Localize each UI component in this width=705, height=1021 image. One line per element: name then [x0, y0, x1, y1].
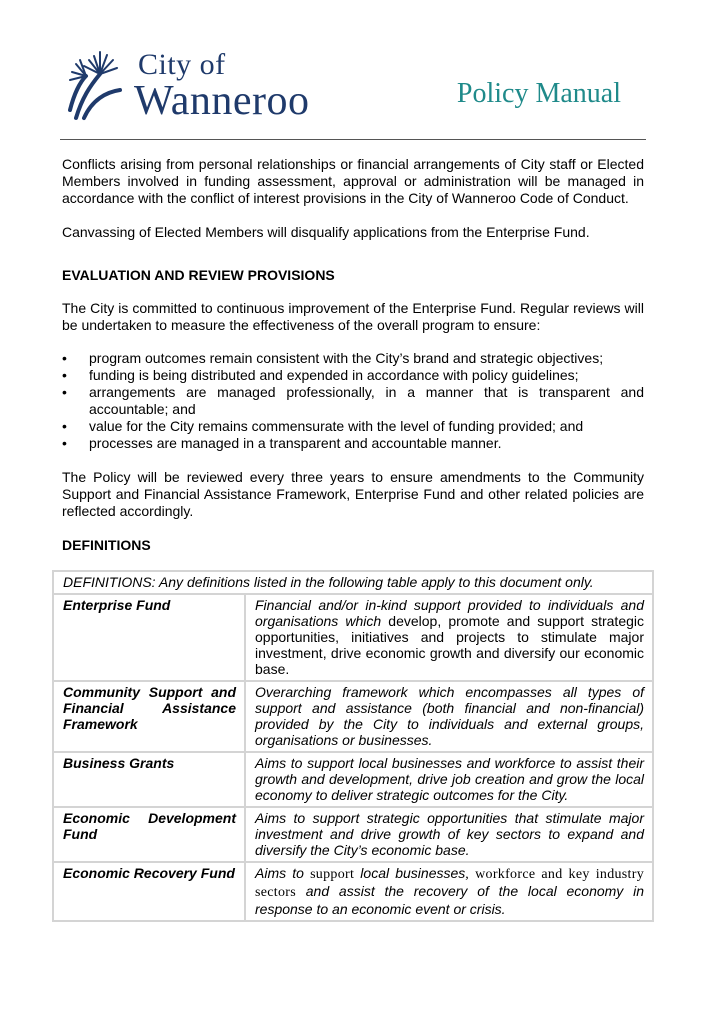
definition-term: Economic Development Fund — [53, 807, 245, 862]
definition-term: Enterprise Fund — [53, 594, 245, 681]
table-row — [53, 752, 653, 807]
definition-description: Overarching framework which encompasses all types of support and assistance (both financial and non-financial) provided by the City to individuals and external groups, organisations or businesses. — [245, 681, 653, 752]
definition-text: develop, promote and support strategic opportunities, initiatives and projects to stimulate major investment, drive economic growth and diversify our economic base. — [255, 613, 644, 677]
list-item: • funding is being distributed and expended in accordance with policy guidelines; — [62, 367, 644, 384]
definition-text: , workforce and key industry sectors — [255, 867, 644, 900]
definitions-table — [52, 570, 654, 922]
list-item: • arrangements are managed professionally, in a manner that is transparent and accountable; and — [62, 384, 644, 418]
definition-description — [245, 594, 653, 681]
definition-description: Aims to support strategic opportunities that stimulate major investment and drive growth of key sectors to expand and diversify the City’s economic base. — [245, 807, 653, 862]
document-body — [62, 156, 644, 570]
conflict-paragraph: Conflicts arising from personal relationships or financial arrangements of City staff or Elected Members involved in funding assessment, approval or administration will be managed in accordance with the conflict of interest provisions in the City of Wanneroo Code of Conduct. — [62, 156, 644, 206]
page-header — [0, 0, 705, 140]
table-row — [53, 681, 653, 752]
evaluation-paragraph: The City is committed to continuous improvement of the Enterprise Fund. Regular reviews will be undertaken to measure the effectiveness of the overall program to ensure: — [62, 300, 644, 333]
logo-wanneroo-text: Wanneroo — [134, 78, 310, 124]
canvassing-paragraph: Canvassing of Elected Members will disqualify applications from the Enterprise Fund. — [62, 224, 590, 240]
definitions-heading: DEFINITIONS — [62, 537, 151, 553]
list-item: • value for the City remains commensurate with the level of funding provided; and — [62, 418, 644, 435]
definitions-caption: DEFINITIONS: Any definitions listed in the following table apply to this document only. — [53, 571, 653, 594]
definition-term: Business Grants — [53, 752, 245, 807]
definition-term: Community Support and Financial Assistance Framework — [53, 681, 245, 752]
definition-description — [245, 862, 653, 921]
review-paragraph: The Policy will be reviewed every three years to ensure amendments to the Community Support and Financial Assistance Framework, Enterprise Fund and other related policies are reflected accordingly. — [62, 469, 644, 519]
logo-city-of-text: City of — [138, 48, 226, 81]
definition-text: Aims to — [255, 865, 311, 881]
table-row — [53, 807, 653, 862]
table-row — [53, 862, 653, 921]
table-row — [53, 571, 653, 594]
grass-tree-logo-icon — [60, 48, 140, 122]
policy-manual-title: Policy Manual — [456, 78, 621, 109]
header-divider — [60, 139, 646, 140]
definition-description: Aims to support local businesses and workforce to assist their growth and development, drive job creation and grow the local economy to deliver strategic outcomes for the City. — [245, 752, 653, 807]
definition-text: and assist the recovery of the local economy in response to an economic event or crisis. — [255, 883, 644, 917]
definition-term: Economic Recovery Fund — [53, 862, 245, 921]
list-item: • processes are managed in a transparent and accountable manner. — [62, 435, 644, 452]
definition-text: local businesses — [354, 865, 466, 881]
table-row — [53, 594, 653, 681]
evaluation-heading: EVALUATION AND REVIEW PROVISIONS — [62, 267, 335, 283]
city-logo — [60, 48, 330, 128]
evaluation-bullet-list — [62, 350, 644, 452]
definition-text: support — [310, 867, 355, 882]
definition-text: Financial and/or in-kind support provided to individuals and organisations which — [255, 597, 644, 629]
list-item: • program outcomes remain consistent with the City’s brand and strategic objectives; — [62, 350, 644, 367]
